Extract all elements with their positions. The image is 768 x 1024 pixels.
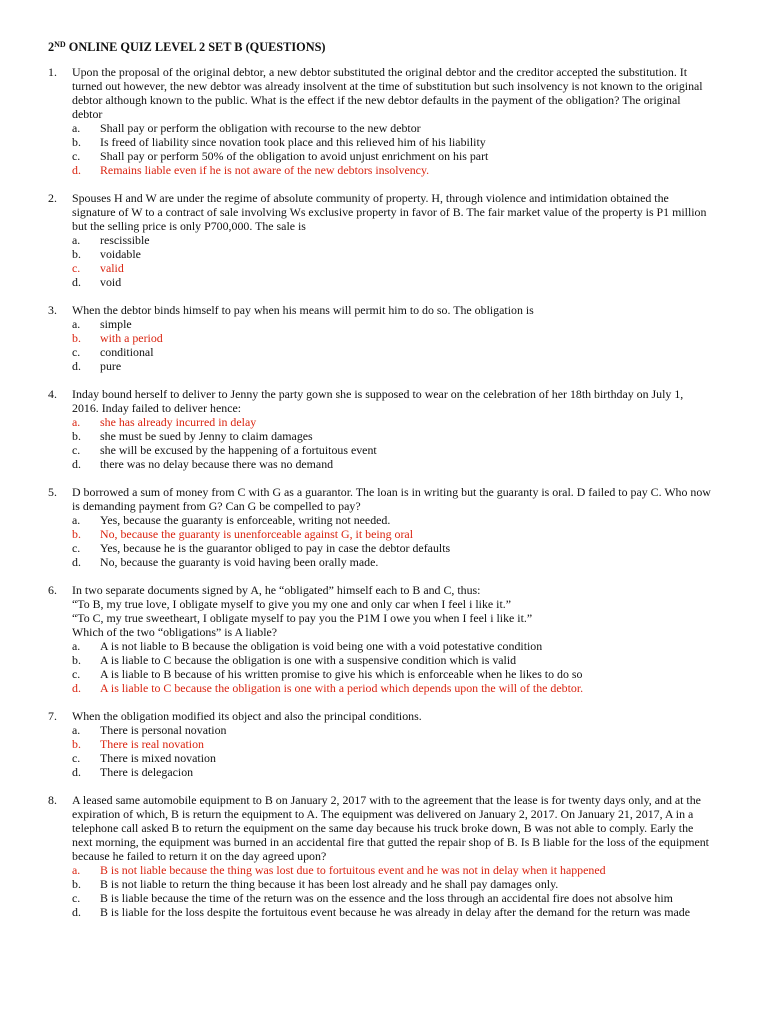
answer-option-correct bbox=[48, 163, 712, 177]
option-letter: b. bbox=[72, 247, 81, 261]
question-text-line: Inday bound herself to deliver to Jenny the party gown she is supposed to wear on the celebration of her 18th birthday on July 1, 2016. Inday failed to deliver hence: bbox=[72, 387, 684, 415]
option-letter: a. bbox=[72, 863, 81, 877]
answer-option bbox=[48, 891, 712, 905]
question-item bbox=[48, 191, 712, 289]
answer-option bbox=[48, 513, 712, 527]
answer-option bbox=[48, 555, 712, 569]
option-text: There is real novation bbox=[100, 737, 205, 751]
question-stem bbox=[48, 191, 712, 233]
option-text: there was no delay because there was no demand bbox=[100, 457, 334, 471]
answer-option bbox=[48, 667, 712, 681]
question-item bbox=[48, 793, 712, 919]
answer-option bbox=[48, 121, 712, 135]
question-number: 7. bbox=[48, 709, 57, 723]
option-text: Shall pay or perform the obligation with recourse to the new debtor bbox=[100, 121, 421, 135]
question-stem bbox=[48, 709, 712, 723]
option-text: A is liable to C because the obligation is one with a suspensive condition which is valid bbox=[100, 653, 517, 667]
option-letter: c. bbox=[72, 443, 81, 457]
answer-option bbox=[48, 639, 712, 653]
answer-option bbox=[48, 233, 712, 247]
option-text: rescissible bbox=[100, 233, 150, 247]
question-stem bbox=[48, 583, 712, 639]
question-number: 3. bbox=[48, 303, 57, 317]
answer-option-correct bbox=[48, 863, 712, 877]
option-letter: d. bbox=[72, 457, 81, 471]
option-letter: a. bbox=[72, 233, 81, 247]
question-text-line: A leased same automobile equipment to B on January 2, 2017 with to the agreement that the lease is for twenty days only, and at the expiration of which, B is return the equipment to A. The equipment was delivered on January 2, 2017. On January 21, 2017, A in a telephone call asked B to return the equipment on the same day because his truck broke down, B was not able to comply. Early the next morning, the equipment was burned in an accidental fire that gutted the repair shop of B. Is B liable for the loss of the equipment because he failed to return it on the day agreed upon? bbox=[72, 793, 709, 863]
option-text: A is liable to C because the obligation is one with a period which depends upon the will of the debtor. bbox=[100, 681, 584, 695]
answer-option bbox=[48, 765, 712, 779]
option-letter: b. bbox=[72, 331, 81, 345]
question-text bbox=[72, 303, 712, 317]
option-letter: a. bbox=[72, 723, 81, 737]
question-stem bbox=[48, 485, 712, 513]
question-text bbox=[72, 191, 712, 233]
answer-option bbox=[48, 457, 712, 471]
option-text: voidable bbox=[100, 247, 141, 261]
option-text: A is liable to B because of his written promise to give his which is enforceable when he likes to do so bbox=[100, 667, 583, 681]
option-text: simple bbox=[100, 317, 132, 331]
question-stem bbox=[48, 65, 712, 121]
answer-option bbox=[48, 723, 712, 737]
title-number: 2 bbox=[48, 40, 55, 54]
answer-option bbox=[48, 443, 712, 457]
answer-option bbox=[48, 877, 712, 891]
option-letter: a. bbox=[72, 513, 81, 527]
option-text: B is liable for the loss despite the fortuitous event because he was already in delay after the demand for the return was made bbox=[100, 905, 691, 919]
question-text bbox=[72, 793, 712, 863]
question-item bbox=[48, 485, 712, 569]
question-number: 1. bbox=[48, 65, 57, 79]
option-letter: c. bbox=[72, 345, 81, 359]
option-letter: c. bbox=[72, 541, 81, 555]
option-text: B is not liable to return the thing because it has been lost already and he shall pay damages only. bbox=[100, 877, 559, 891]
question-item bbox=[48, 583, 712, 695]
option-text: she has already incurred in delay bbox=[100, 415, 257, 429]
answer-option bbox=[48, 905, 712, 919]
question-number: 5. bbox=[48, 485, 57, 499]
question-text-line: Upon the proposal of the original debtor, a new debtor substituted the original debtor and the creditor accepted the substitution. It turned out however, the new debtor was already insolvent at the time of substitution but such insolvency is not known to the original debtor although known to the public. What is the effect if the new debtor defaults in the payment of the obligation? The original debtor bbox=[72, 65, 703, 121]
option-letter: d. bbox=[72, 681, 81, 695]
question-item bbox=[48, 303, 712, 373]
answer-option bbox=[48, 751, 712, 765]
question-list bbox=[48, 65, 712, 919]
question-text-line: Which of the two “obligations” is A liable? bbox=[72, 625, 278, 639]
option-text: B is not liable because the thing was lost due to fortuitous event and he was not in delay when it happened bbox=[100, 863, 606, 877]
question-stem bbox=[48, 793, 712, 863]
option-letter: d. bbox=[72, 359, 81, 373]
question-text-line: “To C, my true sweetheart, I obligate myself to pay you the P1M I owe you when I feel i like it.” bbox=[72, 611, 533, 625]
option-text: No, because the guaranty is void having been orally made. bbox=[100, 555, 379, 569]
option-letter: d. bbox=[72, 765, 81, 779]
question-text bbox=[72, 387, 712, 415]
question-text bbox=[72, 65, 712, 121]
answer-option-correct bbox=[48, 527, 712, 541]
question-item bbox=[48, 387, 712, 471]
option-text: There is mixed novation bbox=[100, 751, 216, 765]
option-text: There is delegacion bbox=[100, 765, 194, 779]
question-number: 2. bbox=[48, 191, 57, 205]
option-letter: b. bbox=[72, 527, 81, 541]
question-item bbox=[48, 709, 712, 779]
question-text-line: D borrowed a sum of money from C with G as a guarantor. The loan is in writing but the guaranty is oral. D failed to pay C. Who now is demanding payment from G? Can G be compelled to pay? bbox=[72, 485, 711, 513]
title-text: ONLINE QUIZ LEVEL 2 SET B (QUESTIONS) bbox=[65, 40, 326, 54]
answer-option bbox=[48, 429, 712, 443]
answer-option bbox=[48, 149, 712, 163]
page-title bbox=[48, 40, 712, 54]
option-letter: b. bbox=[72, 877, 81, 891]
option-text: conditional bbox=[100, 345, 154, 359]
option-letter: d. bbox=[72, 275, 81, 289]
option-text: void bbox=[100, 275, 122, 289]
answer-option bbox=[48, 247, 712, 261]
title-ordinal-suffix: ND bbox=[54, 40, 66, 49]
option-text: There is personal novation bbox=[100, 723, 227, 737]
question-text-line: In two separate documents signed by A, he “obligated” himself each to B and C, thus: bbox=[72, 583, 481, 597]
answer-option bbox=[48, 275, 712, 289]
question-text-line: When the obligation modified its object and also the principal conditions. bbox=[72, 709, 422, 723]
option-letter: a. bbox=[72, 639, 81, 653]
option-text: she will be excused by the happening of a fortuitous event bbox=[100, 443, 377, 457]
question-stem bbox=[48, 387, 712, 415]
question-text bbox=[72, 709, 712, 723]
question-text-line: “To B, my true love, I obligate myself to give you my one and only car when I feel i like it.” bbox=[72, 597, 512, 611]
option-letter: b. bbox=[72, 737, 81, 751]
option-text: pure bbox=[100, 359, 122, 373]
option-letter: a. bbox=[72, 317, 81, 331]
answer-option bbox=[48, 359, 712, 373]
answer-option-correct bbox=[48, 415, 712, 429]
question-text-line: Spouses H and W are under the regime of absolute community of property. H, through violence and intimidation obtained the signature of W to a contract of sale involving Ws exclusive property in favor of B. The fair market value of the property is P1 million but the selling price is only P700,000. The sale is bbox=[72, 191, 707, 233]
option-text: she must be sued by Jenny to claim damages bbox=[100, 429, 313, 443]
option-text: with a period bbox=[100, 331, 163, 345]
answer-option-correct bbox=[48, 331, 712, 345]
question-number: 4. bbox=[48, 387, 57, 401]
option-letter: d. bbox=[72, 163, 81, 177]
option-text: Yes, because he is the guarantor obliged to pay in case the debtor defaults bbox=[100, 541, 451, 555]
option-letter: b. bbox=[72, 429, 81, 443]
question-text bbox=[72, 485, 712, 513]
option-letter: c. bbox=[72, 149, 81, 163]
option-letter: d. bbox=[72, 555, 81, 569]
option-text: No, because the guaranty is unenforceable against G, it being oral bbox=[100, 527, 414, 541]
option-letter: a. bbox=[72, 415, 81, 429]
question-text-line: When the debtor binds himself to pay when his means will permit him to do so. The obligation is bbox=[72, 303, 534, 317]
option-text: B is liable because the time of the return was on the essence and the loss through an accidental fire does not absolve him bbox=[100, 891, 673, 905]
answer-option-correct bbox=[48, 261, 712, 275]
answer-option bbox=[48, 541, 712, 555]
option-letter: c. bbox=[72, 261, 81, 275]
answer-option-correct bbox=[48, 737, 712, 751]
option-letter: b. bbox=[72, 135, 81, 149]
question-stem bbox=[48, 303, 712, 317]
question-item bbox=[48, 65, 712, 177]
answer-option bbox=[48, 317, 712, 331]
answer-option bbox=[48, 135, 712, 149]
option-text: A is not liable to B because the obligation is void being one with a void potestative condition bbox=[100, 639, 543, 653]
question-number: 8. bbox=[48, 793, 57, 807]
option-text: Remains liable even if he is not aware of the new debtors insolvency. bbox=[100, 163, 430, 177]
option-text: Is freed of liability since novation took place and this relieved him of his liability bbox=[100, 135, 486, 149]
option-text: Yes, because the guaranty is enforceable, writing not needed. bbox=[100, 513, 391, 527]
option-letter: a. bbox=[72, 121, 81, 135]
answer-option bbox=[48, 653, 712, 667]
option-letter: c. bbox=[72, 667, 81, 681]
option-letter: c. bbox=[72, 751, 81, 765]
option-letter: c. bbox=[72, 891, 81, 905]
question-text bbox=[72, 583, 712, 639]
question-number: 6. bbox=[48, 583, 57, 597]
option-letter: b. bbox=[72, 653, 81, 667]
answer-option bbox=[48, 345, 712, 359]
option-letter: d. bbox=[72, 905, 81, 919]
option-text: valid bbox=[100, 261, 124, 275]
option-text: Shall pay or perform 50% of the obligation to avoid unjust enrichment on his part bbox=[100, 149, 489, 163]
answer-option-correct bbox=[48, 681, 712, 695]
